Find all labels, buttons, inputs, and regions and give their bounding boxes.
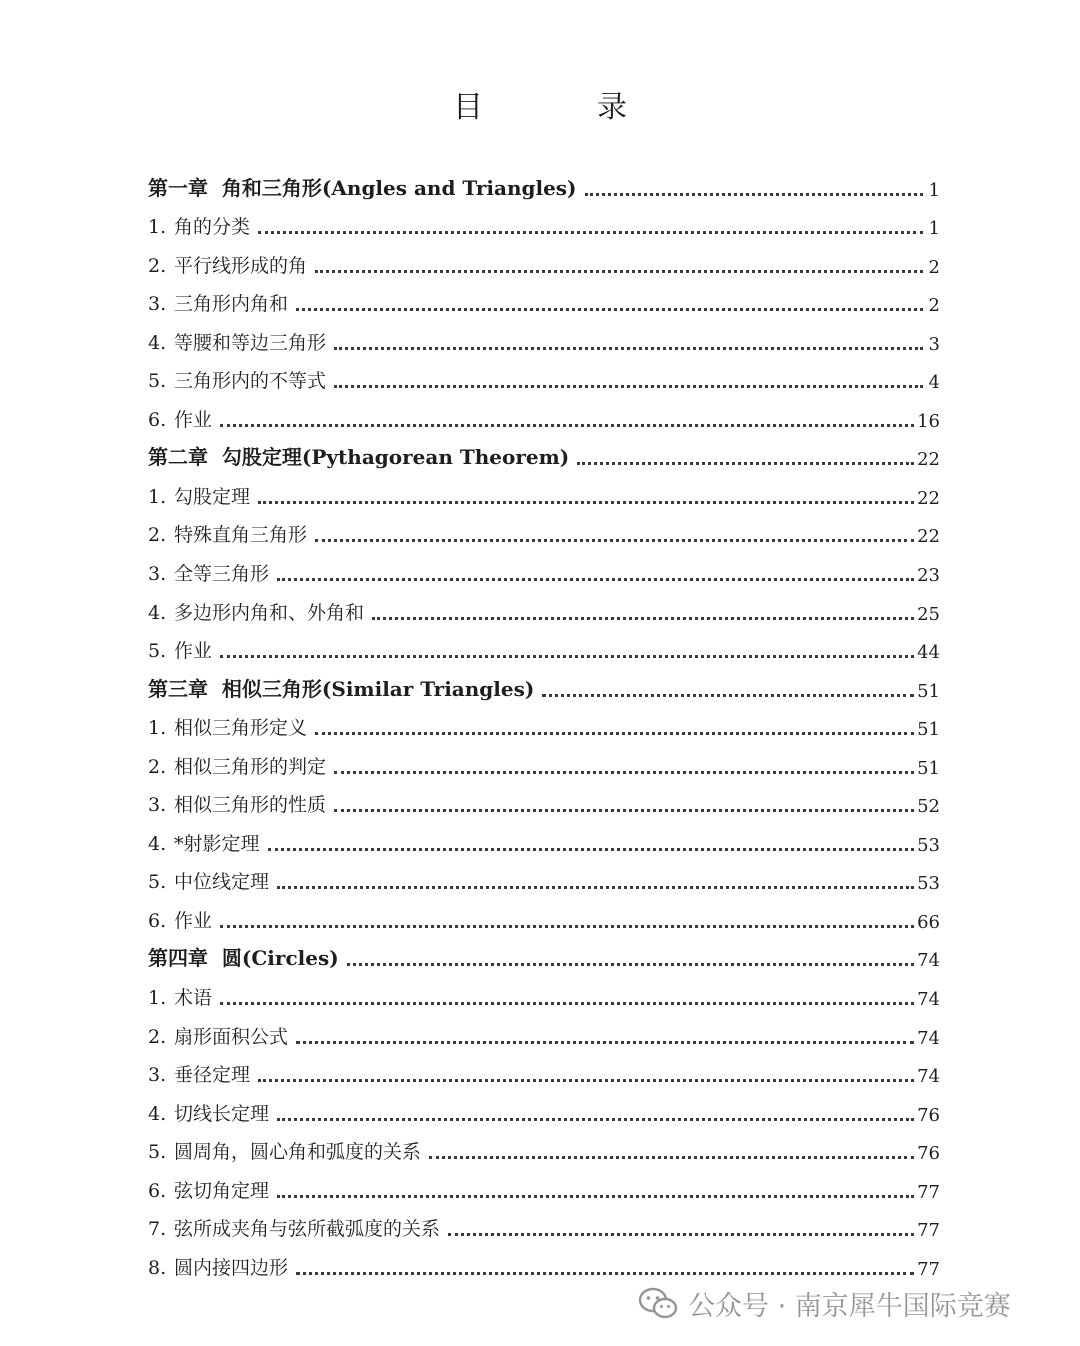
- toc-entry-text: 相似三角形的判定: [174, 755, 327, 778]
- toc-entry-label: [148, 1060, 250, 1087]
- toc-item-row[interactable]: [148, 322, 940, 361]
- toc-entry-number: 3.: [148, 794, 167, 817]
- toc-page-number: 4: [928, 372, 940, 394]
- toc-entry-number: 6.: [148, 909, 167, 932]
- toc-entry-text: 圆内接四边形: [174, 1256, 289, 1279]
- toc-item-row[interactable]: [148, 1209, 940, 1248]
- toc-entry-text: 特殊直角三角形: [174, 524, 308, 547]
- toc-page-number: 66: [917, 911, 940, 933]
- toc-page-number: 77: [917, 1258, 940, 1280]
- toc-entry-label: [148, 829, 260, 856]
- toc-page-number: 51: [917, 719, 940, 741]
- page-title: 目 录: [453, 90, 669, 125]
- toc-entry-number: 1.: [148, 987, 167, 1010]
- toc-page-number: 1: [928, 179, 940, 201]
- toc-item-row[interactable]: [148, 1247, 940, 1286]
- toc-chapter-row[interactable]: [148, 939, 940, 978]
- dot-leader: [258, 1079, 914, 1082]
- toc-page-number: 53: [917, 873, 940, 895]
- toc-entry-label: [148, 598, 364, 625]
- toc-item-row[interactable]: [148, 631, 940, 670]
- toc-entry-number: 4.: [148, 601, 167, 624]
- toc-entry-number: 1.: [148, 485, 167, 508]
- toc-entry-text: 三角形内角和: [174, 293, 289, 316]
- dot-leader: [277, 578, 914, 581]
- toc-page-number: 51: [917, 757, 940, 779]
- dot-leader: [585, 193, 923, 196]
- dot-leader: [577, 462, 914, 465]
- toc-entry-label: [148, 251, 307, 278]
- dot-leader: [220, 1002, 914, 1005]
- toc-entry-label: [148, 867, 269, 894]
- toc-entry-label: [148, 1099, 269, 1126]
- dot-leader: [277, 886, 914, 889]
- toc-entry-label: [148, 405, 212, 432]
- toc-page-number: 16: [917, 410, 940, 432]
- toc-item-row[interactable]: [148, 1016, 940, 1055]
- toc-page-number: 3: [928, 333, 940, 355]
- toc-entry-text: 弦切角定理: [174, 1179, 270, 1202]
- dot-leader: [347, 963, 914, 966]
- toc-entry-number: 1.: [148, 216, 167, 239]
- toc-entry-label: [148, 1137, 421, 1164]
- toc-entry-number: 4.: [148, 1102, 167, 1125]
- toc-entry-label: [148, 289, 288, 316]
- toc-entry-text: 弦所成夹角与弦所截弧度的关系: [174, 1218, 441, 1241]
- toc-item-row[interactable]: [148, 708, 940, 747]
- toc-entry-label: 第三章 相似三角形(Similar Triangles): [148, 676, 535, 701]
- toc-entry-number: 6.: [148, 408, 167, 431]
- toc-page-number: 74: [917, 1027, 940, 1049]
- dot-leader: [315, 270, 923, 273]
- toc-entry-text: 等腰和等边三角形: [174, 331, 327, 354]
- toc-page-number: 76: [917, 1143, 940, 1165]
- dot-leader: [277, 1195, 914, 1198]
- toc-entry-label: [148, 752, 326, 779]
- toc-item-row[interactable]: [148, 399, 940, 438]
- toc-page-number: 1: [928, 218, 940, 240]
- toc-item-row[interactable]: [148, 823, 940, 862]
- toc-entry-label: [148, 520, 307, 547]
- toc-entry-text: 圆周角，圆心角和弧度的关系: [174, 1141, 422, 1164]
- toc-page-number: 23: [917, 565, 940, 587]
- toc-entry-label: [148, 983, 212, 1010]
- toc-item-row[interactable]: [148, 1093, 940, 1132]
- dot-leader: [258, 501, 914, 504]
- toc-entry-label: [148, 713, 307, 740]
- toc-entry-number: 1.: [148, 717, 167, 740]
- dot-leader: [296, 308, 923, 311]
- toc-item-row[interactable]: [148, 746, 940, 785]
- toc-item-row[interactable]: [148, 1132, 940, 1171]
- toc-entry-label: [148, 906, 212, 933]
- toc-entry-label: [148, 1253, 288, 1280]
- toc-chapter-row[interactable]: [148, 168, 940, 207]
- table-of-contents: [148, 168, 940, 1286]
- dot-leader: [448, 1233, 914, 1236]
- toc-item-row[interactable]: [148, 1170, 940, 1209]
- watermark-text: 公众号 · 南京犀牛国际竞赛: [688, 1291, 1011, 1322]
- toc-item-row[interactable]: [148, 245, 940, 284]
- toc-entry-label: [148, 790, 326, 817]
- toc-entry-label: [148, 482, 250, 509]
- toc-page-number: 22: [917, 487, 940, 509]
- toc-entry-label: [148, 212, 250, 239]
- toc-entry-number: 2.: [148, 524, 167, 547]
- toc-entry-text: 相似三角形定义: [174, 717, 308, 740]
- toc-entry-number: 7.: [148, 1218, 167, 1241]
- toc-entry-text: 中位线定理: [174, 871, 270, 894]
- toc-entry-text: 勾股定理: [174, 485, 251, 508]
- toc-entry-number: 4.: [148, 832, 167, 855]
- toc-entry-number: 2.: [148, 254, 167, 277]
- toc-item-row[interactable]: [148, 553, 940, 592]
- toc-entry-text: 作业: [174, 640, 213, 663]
- dot-leader: [296, 1041, 914, 1044]
- toc-item-row[interactable]: [148, 900, 940, 939]
- toc-entry-number: 5.: [148, 370, 167, 393]
- toc-entry-number: 2.: [148, 755, 167, 778]
- dot-leader: [334, 385, 923, 388]
- toc-entry-text: 垂径定理: [174, 1064, 251, 1087]
- toc-item-row[interactable]: [148, 515, 940, 554]
- toc-entry-text: 多边形内角和、外角和: [174, 601, 365, 624]
- toc-entry-label: [148, 1022, 288, 1049]
- dot-leader: [372, 617, 914, 620]
- toc-entry-label: [148, 1214, 440, 1241]
- toc-entry-text: 作业: [174, 909, 213, 932]
- toc-entry-number: 6.: [148, 1179, 167, 1202]
- toc-page-number: 52: [917, 796, 940, 818]
- dot-leader: [296, 1272, 914, 1275]
- dot-leader: [542, 694, 914, 697]
- toc-entry-label: [148, 636, 212, 663]
- toc-entry-number: 4.: [148, 331, 167, 354]
- toc-entry-text: 平行线形成的角: [174, 254, 308, 277]
- toc-entry-number: 3.: [148, 1064, 167, 1087]
- toc-entry-text: 三角形内的不等式: [174, 370, 327, 393]
- dot-leader: [315, 539, 914, 542]
- toc-page-number: 2: [928, 256, 940, 278]
- toc-entry-number: 5.: [148, 871, 167, 894]
- toc-page-number: 74: [917, 950, 940, 972]
- dot-leader: [429, 1156, 914, 1159]
- dot-leader: [258, 231, 923, 234]
- toc-entry-number: 5.: [148, 1141, 167, 1164]
- toc-chapter-row[interactable]: [148, 669, 940, 708]
- dot-leader: [220, 655, 914, 658]
- toc-item-row[interactable]: [148, 361, 940, 400]
- toc-entry-text: 扇形面积公式: [174, 1025, 289, 1048]
- toc-entry-number: 3.: [148, 563, 167, 586]
- toc-item-row[interactable]: [148, 785, 940, 824]
- dot-leader: [268, 848, 915, 851]
- dot-leader: [315, 732, 914, 735]
- wechat-icon: [638, 1287, 678, 1321]
- toc-page-number: 77: [917, 1220, 940, 1242]
- toc-page-number: 25: [917, 603, 940, 625]
- toc-page-number: 74: [917, 989, 940, 1011]
- toc-item-row[interactable]: [148, 592, 940, 631]
- toc-entry-label: 第二章 勾股定理(Pythagorean Theorem): [148, 445, 570, 470]
- toc-page-number: 22: [917, 526, 940, 548]
- toc-page-number: 44: [917, 642, 940, 664]
- toc-entry-text: *射影定理: [174, 832, 260, 855]
- toc-entry-number: 5.: [148, 640, 167, 663]
- toc-page-number: 77: [917, 1181, 940, 1203]
- dot-leader: [334, 809, 914, 812]
- toc-entry-number: 2.: [148, 1025, 167, 1048]
- toc-entry-label: [148, 328, 326, 355]
- toc-entry-text: 全等三角形: [174, 563, 270, 586]
- toc-entry-text: 切线长定理: [174, 1102, 270, 1125]
- toc-item-row[interactable]: [148, 1055, 940, 1094]
- toc-page-number: 51: [917, 680, 940, 702]
- toc-item-row[interactable]: [148, 284, 940, 323]
- toc-item-row[interactable]: [148, 207, 940, 246]
- toc-entry-number: 8.: [148, 1256, 167, 1279]
- toc-entry-label: [148, 1176, 269, 1203]
- dot-leader: [334, 347, 923, 350]
- toc-item-row[interactable]: [148, 977, 940, 1016]
- dot-leader: [220, 925, 914, 928]
- toc-item-row[interactable]: [148, 862, 940, 901]
- dot-leader: [334, 771, 914, 774]
- toc-entry-text: 术语: [174, 987, 213, 1010]
- toc-page-number: 22: [917, 449, 940, 471]
- toc-entry-label: [148, 366, 326, 393]
- toc-page-number: 53: [917, 834, 940, 856]
- dot-leader: [220, 424, 914, 427]
- toc-entry-label: 第四章 圆(Circles): [148, 946, 339, 971]
- toc-page-number: 74: [917, 1066, 940, 1088]
- toc-item-row[interactable]: [148, 476, 940, 515]
- toc-entry-label: [148, 559, 269, 586]
- toc-entry-text: 作业: [174, 408, 213, 431]
- toc-entry-text: 角的分类: [174, 216, 251, 239]
- toc-entry-label: 第一章 角和三角形(Angles and Triangles): [148, 175, 577, 200]
- watermark: [638, 1284, 1011, 1323]
- dot-leader: [277, 1118, 914, 1121]
- toc-entry-number: 3.: [148, 293, 167, 316]
- toc-page-number: 76: [917, 1104, 940, 1126]
- toc-page-number: 2: [928, 295, 940, 317]
- toc-chapter-row[interactable]: [148, 438, 940, 477]
- toc-entry-text: 相似三角形的性质: [174, 794, 327, 817]
